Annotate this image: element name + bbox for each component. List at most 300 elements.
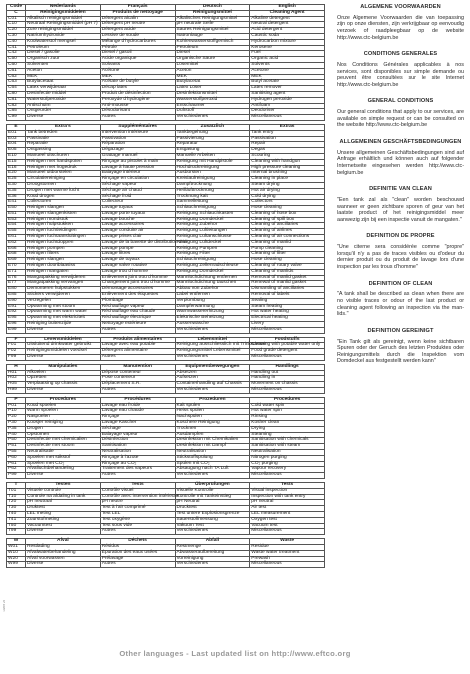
translation-cell: Diverse — [26, 473, 101, 479]
conditions-title: DEFINITION DE PROPRE — [366, 233, 435, 240]
code-cell: T10 — [7, 494, 26, 500]
translation-cell: Containerhandling auf Chassis — [175, 382, 250, 388]
translation-cell: Diverse — [26, 115, 101, 121]
translation-cell: Autres — [100, 473, 175, 479]
code-cell: W99 — [7, 562, 26, 568]
translation-cell: Reinigen slangenkisten — [26, 211, 101, 217]
translation-cell: Passivation — [100, 136, 175, 142]
translation-cell: Afkoelen — [26, 370, 101, 376]
translation-cell: Entschäumer — [175, 103, 250, 109]
translation-cell: Hot water spin — [250, 409, 325, 415]
section-letter: H — [7, 364, 26, 370]
conditions-section — [337, 4, 464, 41]
translation-cell: Druktest — [26, 506, 101, 512]
conditions-text: Onze Algemene Voorwaarden die van toepassing zijn op onze diensten, zijn verkrijgbaar op eenvoudig verzoek of raadpleegbaar op de website http://www.ctc-belgium.be — [337, 14, 464, 41]
translation-cell: Décap latex — [100, 86, 175, 92]
code-cell: H05 — [7, 382, 26, 388]
translation-cell: Organic acid — [250, 57, 325, 63]
translation-cell: Reinigung Pumpen — [175, 246, 250, 252]
translation-cell: Zuurstofmeting — [26, 517, 101, 523]
translation-cell: Steam heating — [250, 304, 325, 310]
code-cell: E68 — [7, 252, 26, 258]
translation-cell: Pose conteneur — [100, 376, 175, 382]
translation-cell: Absetzen — [175, 370, 250, 376]
code-cell: E71 — [7, 269, 26, 275]
translation-cell: Sanitisation — [100, 444, 175, 450]
translation-cell: Grattage manuel — [100, 153, 175, 159]
translation-cell: Duftstoff — [175, 109, 250, 115]
translation-cell: Kosher clean — [250, 420, 325, 426]
translation-cell: Acetone — [250, 68, 325, 74]
translation-cell: Reinigung mit Handpistole — [175, 159, 250, 165]
translation-cell: MEK — [250, 74, 325, 80]
translation-cell: Waste water treatment — [250, 550, 325, 556]
code-cell: H99 — [7, 388, 26, 394]
translation-cell: Internal brushing — [250, 171, 325, 177]
section-title: Tests — [100, 482, 175, 488]
code-cell: P35 — [7, 426, 26, 432]
translation-cell: Neutralisatie — [26, 449, 101, 455]
translation-cell: Reinigen luchtdoppen — [26, 240, 101, 246]
translation-cell: Natronlauge — [175, 33, 250, 39]
translation-cell: Intervention intérieure — [100, 130, 175, 136]
translation-cell: Miscellaneous — [250, 562, 325, 568]
translation-cell: Visuelle Kontrolle — [175, 488, 250, 494]
translation-cell: Desinfektion mit Dampf — [175, 444, 250, 450]
translation-cell: Séchage vapeur — [100, 182, 175, 188]
code-cell: E03 — [7, 136, 26, 142]
translation-cell: Reinigen luchtleidingen — [26, 229, 101, 235]
translation-cell: Mélange d'hydrocarbures — [100, 39, 175, 45]
translation-cell: Mangatpakking vervangen — [26, 281, 101, 287]
translation-cell: Cleaning of filter — [250, 252, 325, 258]
translation-cell: Kalt spülen — [175, 403, 250, 409]
translation-cell: Hose cleaning — [250, 206, 325, 212]
section-title: Suppléméntaires — [100, 124, 175, 130]
translation-cell: Handling out — [250, 370, 325, 376]
conditions-title: DEFINITIE VAN CLEAN — [369, 186, 432, 193]
translation-cell: Sanitisation with chemicals — [250, 438, 325, 444]
section-title: Überprüfungen — [175, 482, 250, 488]
translation-cell: Acétone — [100, 68, 175, 74]
translation-cell: Séchage air chaud — [100, 188, 175, 194]
section-title: Zusätzlich — [175, 124, 250, 130]
translation-cell: Rinçage en circulation — [100, 177, 175, 183]
translation-cell: Sauerstoffmessung — [175, 517, 250, 523]
translation-cell: Ausdampfen — [175, 432, 250, 438]
translation-cell: Lavage accessoires — [100, 223, 175, 229]
translation-cell: Réchauffage vapeur — [100, 304, 175, 310]
translation-cell: Enlèvement des étiquettes — [100, 293, 175, 299]
column-header-dutch: Nederlands — [26, 5, 101, 11]
code-cell: C99 — [7, 115, 26, 121]
translation-cell: Nitrogen purging — [250, 455, 325, 461]
translation-cell: Verplombung — [175, 298, 250, 304]
section-title: Prozeduren — [175, 397, 250, 403]
translation-cell: Reinigen slangen — [26, 206, 101, 212]
side-document-code: HW.8 v6 — [2, 600, 6, 612]
translation-cell: Reinigung Domdeckel — [175, 269, 250, 275]
section-title: Procedures — [250, 397, 325, 403]
translation-cell: Pump cleaning — [250, 246, 325, 252]
translation-cell: Désodorisant — [100, 109, 175, 115]
code-cell: C41 — [7, 45, 26, 51]
conditions-text: Unsere allgemeinen Geschäftsbedingungen sind auf Anfrage erhältlich und können auch auf folgender Internetseite eingesehen werden http://www.ctc-belgium.be — [337, 149, 464, 176]
translation-cell: Lavage tuyaux — [100, 206, 175, 212]
translation-cell: Solvents — [250, 62, 325, 68]
section-title: Testen — [26, 482, 101, 488]
translation-cell: Changement joint trou d'homme — [100, 281, 175, 287]
translation-cell: Lavage eau froide — [100, 403, 175, 409]
code-cell: E61 — [7, 235, 26, 241]
code-cell: H01 — [7, 370, 26, 376]
code-cell: E91 — [7, 304, 26, 310]
translation-cell: Degas — [250, 148, 325, 154]
code-cell: T50 — [7, 523, 26, 529]
column-header-french: Français — [100, 5, 175, 11]
code-cell: E36 — [7, 194, 26, 200]
translation-cell: Reinigung Filter — [175, 252, 250, 258]
translation-cell: Reinigung Luftanschlüsse — [175, 235, 250, 241]
translation-cell: Reinigung Zubehör — [175, 223, 250, 229]
conditions-text: "Une citerne sera considérée comme "propre" lorsqu'il n'y a pas de traces visibles ou d'odeur du dernier produit ou du produit de lavage lors d'une inspection par les trous d'homme" — [337, 244, 464, 270]
translation-cell: Residue — [250, 544, 325, 550]
translation-cell: Movement on chassis — [250, 382, 325, 388]
translation-cell: Balayage intérieur — [100, 171, 175, 177]
translation-cell: Contrôle visuel — [100, 488, 175, 494]
translation-cell: Handling in — [250, 376, 325, 382]
translation-cell: Diesel / gasoil — [100, 51, 175, 57]
code-cell: C42 — [7, 51, 26, 57]
translation-cell: Autres — [100, 529, 175, 535]
cleaning-codes-table-wrapper — [6, 4, 325, 568]
translation-cell: Tank betreden — [26, 130, 101, 136]
translation-cell: Réchauffage électrique — [100, 316, 175, 322]
translation-cell: Absaugung nach TA Luft — [175, 467, 250, 473]
translation-cell: Reinigen slangen — [26, 258, 101, 264]
conditions-sidebar — [337, 4, 464, 375]
code-cell: C50 — [7, 57, 26, 63]
code-cell: E50 — [7, 206, 26, 212]
code-cell: E62 — [7, 240, 26, 246]
translation-cell: Diverse — [26, 355, 101, 361]
code-cell: E80 — [7, 287, 26, 293]
translation-cell: Désinfection — [100, 438, 175, 444]
code-cell: P55 — [7, 449, 26, 455]
translation-cell: Miscellaneous — [250, 327, 325, 333]
translation-cell: Reinigen filters — [26, 252, 101, 258]
translation-cell: pH neutraal — [26, 500, 101, 506]
table-row — [7, 562, 325, 568]
translation-cell: Acétate de butyle — [100, 80, 175, 86]
translation-cell: Mannlochdichtung tauschen — [175, 281, 250, 287]
translation-cell: Visual inspection — [250, 488, 325, 494]
translation-cell: Cleaning of spill box — [250, 217, 325, 223]
translation-cell: Reinigung Luftleitungen — [175, 229, 250, 235]
section-letter: W — [7, 539, 26, 545]
code-cell: P61 — [7, 461, 26, 467]
translation-cell: Miscellaneous — [250, 388, 325, 394]
translation-cell: Spoelen met CO₂ — [26, 461, 101, 467]
translation-cell: Dépose conteneur — [100, 370, 175, 376]
translation-cell: Antifoam — [250, 103, 325, 109]
translation-cell: Reparatur — [175, 142, 250, 148]
translation-cell: Détergent alimentaire — [100, 349, 175, 355]
translation-cell: Lavage bouche — [100, 217, 175, 223]
section-title: Procedures — [26, 397, 101, 403]
section-title: Procédures — [100, 397, 175, 403]
translation-cell: Desinfektionsmittel — [175, 91, 250, 97]
translation-cell: Koolwaterstof mengsel — [26, 39, 101, 45]
translation-cell: Inspection with tank entry — [250, 494, 325, 500]
code-cell: P62 — [7, 467, 26, 473]
translation-cell: Organische Säure — [175, 57, 250, 63]
translation-cell: Verschiedenes — [175, 327, 250, 333]
translation-cell: Controle na afdaling in tank — [26, 494, 101, 500]
translation-cell: Repair — [250, 142, 325, 148]
translation-cell: Reinigung Luftdeckel — [175, 240, 250, 246]
translation-cell: Vorreinigung — [175, 556, 250, 562]
code-cell: E99 — [7, 327, 26, 333]
code-cell: E53 — [7, 217, 26, 223]
translation-cell: Cleaning of rotary valve — [250, 264, 325, 270]
code-cell: C40 — [7, 39, 26, 45]
translation-cell: Alkaline detergent — [250, 16, 325, 22]
translation-cell: Déplacement S.R. — [100, 382, 175, 388]
code-cell: C81 — [7, 97, 26, 103]
section-title: Manutention — [100, 364, 175, 370]
translation-cell: Butylacetaat — [26, 80, 101, 86]
translation-cell: Hydrocarbon mixture — [250, 39, 325, 45]
translation-cell: Cleaning in place — [250, 177, 325, 183]
translation-cell: pH Neutral — [175, 500, 250, 506]
code-cell: C60 — [7, 62, 26, 68]
translation-cell: Ausbürsten — [175, 171, 250, 177]
translation-cell: Neutralisation — [175, 449, 250, 455]
translation-cell: Ontgeurder — [26, 109, 101, 115]
translation-cell: Desinfectie middel — [26, 91, 101, 97]
translation-cell: Autres — [100, 115, 175, 121]
code-cell: C80 — [7, 91, 26, 97]
translation-cell: Lavage de tuyaux — [100, 258, 175, 264]
translation-cell: Butyl acetate — [250, 80, 325, 86]
translation-cell: Heiss spülen — [175, 409, 250, 415]
translation-cell: pH neutral — [250, 500, 325, 506]
translation-cell: Stickstoffspülung — [175, 455, 250, 461]
section-title: Handlings — [250, 364, 325, 370]
translation-cell: Collectoren — [26, 200, 101, 206]
translation-cell: Autres — [100, 355, 175, 361]
translation-cell: Miscellaneous — [250, 115, 325, 121]
translation-cell: CO₂ purging — [250, 461, 325, 467]
translation-cell: Aceton — [175, 68, 250, 74]
translation-cell: Opzetten — [26, 376, 101, 382]
translation-cell: Passivierung — [175, 136, 250, 142]
conditions-title: CONDITIONS GENERALES — [363, 51, 438, 58]
translation-cell: Aufsetzen — [175, 376, 250, 382]
translation-cell: Scouring — [250, 153, 325, 159]
translation-cell: Cleaning of manlids — [250, 269, 325, 275]
code-cell: P01 — [7, 403, 26, 409]
translation-cell: Elektrische Beheizung — [175, 316, 250, 322]
code-cell: E20 — [7, 171, 26, 177]
code-cell: E41 — [7, 200, 26, 206]
translation-cell: Reinigen luchtaansluitingen — [26, 235, 101, 241]
translation-cell: Opwarming met elektriciteit — [26, 316, 101, 322]
translation-cell: Desinfectie met stoom — [26, 444, 101, 450]
code-cell: E30 — [7, 182, 26, 188]
section-title: Foodstuffs — [250, 337, 325, 343]
translation-cell: Neutral detergent — [250, 22, 325, 28]
conditions-section — [337, 139, 464, 176]
translation-cell: Kreislaufreinigung — [175, 177, 250, 183]
cleaning-codes-table — [6, 4, 325, 568]
translation-cell: Prélavage — [100, 556, 175, 562]
translation-cell: Schlauchreinigung — [175, 258, 250, 264]
translation-cell: Renewal of manlid gasket — [250, 281, 325, 287]
translation-cell: Wasserstoffperoxid — [175, 97, 250, 103]
translation-cell: Diesel / gasolie — [26, 51, 101, 57]
translation-cell: Kerosene — [250, 45, 325, 51]
section-title: Lebensmittel — [175, 337, 250, 343]
translation-cell: Cleaning with potable water only — [250, 343, 325, 349]
translation-cell: Rinçage — [100, 415, 175, 421]
translation-cell: Alkalisches Reinigungsmittel — [175, 16, 250, 22]
code-cell: E01 — [7, 130, 26, 136]
translation-cell: Acide organique — [100, 57, 175, 63]
translation-cell: Lessive de soude — [100, 33, 175, 39]
section-letter: T — [7, 482, 26, 488]
translation-cell: Restmenge — [175, 544, 250, 550]
translation-cell: Koosjer reiniging — [26, 420, 101, 426]
translation-cell: Vacuumtest — [26, 523, 101, 529]
translation-cell: Lavage prises d'air — [100, 235, 175, 241]
translation-cell: Verschiedenes — [175, 562, 250, 568]
translation-cell: Removal of labels — [250, 293, 325, 299]
code-cell: C62 — [7, 74, 26, 80]
code-cell: E76 — [7, 275, 26, 281]
translation-cell: Lavage porte tuyaux — [100, 211, 175, 217]
translation-cell: Sammelleitung — [175, 200, 250, 206]
translation-cell: Anti-mousse — [100, 103, 175, 109]
section-title: Reinigungsmittel — [175, 10, 250, 16]
translation-cell: Tank entry — [250, 130, 325, 136]
translation-cell: Mannlochdichtung entfernen — [175, 275, 250, 281]
code-cell: C64 — [7, 86, 26, 92]
section-letter: C — [7, 10, 26, 16]
code-cell: E10 — [7, 153, 26, 159]
translation-cell: Cold water spin — [250, 403, 325, 409]
translation-cell: Passivatie — [26, 136, 101, 142]
translation-cell: Diesel — [175, 51, 250, 57]
translation-cell: Lavage trou d'homme — [100, 269, 175, 275]
conditions-title: DEFINITION OF CLEAN — [368, 280, 433, 287]
section-title: Produits alimentaires — [100, 337, 175, 343]
translation-cell: Lavage avec eau potable — [100, 343, 175, 349]
translation-cell: Sealing — [250, 298, 325, 304]
code-cell: P50 — [7, 438, 26, 444]
code-cell: P20 — [7, 415, 26, 421]
translation-cell: Stickers verwijderen — [26, 293, 101, 299]
translation-cell: Démontage accessoires — [100, 287, 175, 293]
translation-cell: Deodoriser — [250, 109, 325, 115]
conditions-text: "Een tank zal als "clean" worden beschouwd wanneer er geen zichtbare sporen of geur van het laatste product of het reinigingsmiddel meer aanwezig zijn bij een inspectie vanuit de mangaten." — [337, 196, 464, 223]
translation-cell: Neutralisation — [100, 449, 175, 455]
code-cell: P60 — [7, 455, 26, 461]
section-title: Tests — [250, 482, 325, 488]
translation-cell: Reinigung Schlauchkasten — [175, 211, 250, 217]
section-title: Afval — [26, 539, 101, 545]
conditions-section — [337, 328, 464, 365]
code-cell: F01 — [7, 343, 26, 349]
code-cell: E04 — [7, 142, 26, 148]
translation-cell: Reinigung Zellenradschleuse — [175, 264, 250, 270]
translation-cell: Verschiedenes — [175, 388, 250, 394]
translation-cell: Schlauchreinigung — [175, 206, 250, 212]
section-letter: E — [7, 124, 26, 130]
translation-cell: Rinçage au pistolet à main — [100, 159, 175, 165]
translation-cell: Ontgassing — [26, 148, 101, 154]
code-cell: T20 — [7, 500, 26, 506]
translation-cell: Test sous vide — [100, 523, 175, 529]
code-cell: E77 — [7, 281, 26, 287]
translation-cell: pH neutre — [100, 500, 175, 506]
translation-cell: Manueel uitschuren — [26, 153, 101, 159]
translation-cell: Drogen — [26, 426, 101, 432]
code-cell: T30 — [7, 506, 26, 512]
code-cell: W20 — [7, 556, 26, 562]
code-cell: E69 — [7, 258, 26, 264]
translation-cell: Test à l'air comprimé — [100, 506, 175, 512]
conditions-section — [337, 51, 464, 88]
translation-cell: Reinigen pompen — [26, 246, 101, 252]
translation-cell: Afvalwaterbehandeling — [26, 550, 101, 556]
table-row — [7, 494, 325, 500]
translation-cell: Dampferwärmung — [175, 304, 250, 310]
translation-cell: Kontrolle mit Tankeinstieg — [175, 494, 250, 500]
translation-cell: Reinigungsmittel Lebensmittel — [175, 349, 250, 355]
translation-cell: Solvants — [100, 62, 175, 68]
translation-cell: Spoelen met stikstof — [26, 455, 101, 461]
translation-cell: MEK — [26, 74, 101, 80]
translation-cell: Opwarming met warm water — [26, 310, 101, 316]
code-cell: E70 — [7, 264, 26, 270]
code-cell: E85 — [7, 293, 26, 299]
conditions-title: ALGEMENE VOORWAARDEN — [360, 4, 441, 10]
translation-cell: Saures Reinigungsmittel — [175, 28, 250, 34]
translation-cell: Acid detergent — [250, 28, 325, 34]
translation-cell: Zure reinigingsmiddel — [26, 28, 101, 34]
translation-cell: Trocknung kalt — [175, 194, 250, 200]
translation-cell: Reparatie — [26, 142, 101, 148]
translation-cell: Fuel — [250, 51, 325, 57]
section-title: Waste — [250, 539, 325, 545]
code-cell: C20 — [7, 28, 26, 34]
translation-cell: Diverse — [26, 562, 101, 568]
translation-cell: Balayage vapeur — [100, 432, 175, 438]
code-cell: E96 — [7, 322, 26, 328]
section-title: Reinigingsmiddelen — [26, 10, 101, 16]
translation-cell: Steaming — [250, 432, 325, 438]
translation-cell: Drogen met warme lucht — [26, 188, 101, 194]
translation-cell: Manueel uitborstelen — [26, 171, 101, 177]
code-cell: E35 — [7, 188, 26, 194]
translation-cell: Reinigen mondstuk — [26, 217, 101, 223]
translation-cell: Nachspülen — [175, 415, 250, 421]
translation-cell: Droogstomen — [26, 182, 101, 188]
translation-cell: Restlading — [26, 544, 101, 550]
section-title: Abfall — [175, 539, 250, 545]
